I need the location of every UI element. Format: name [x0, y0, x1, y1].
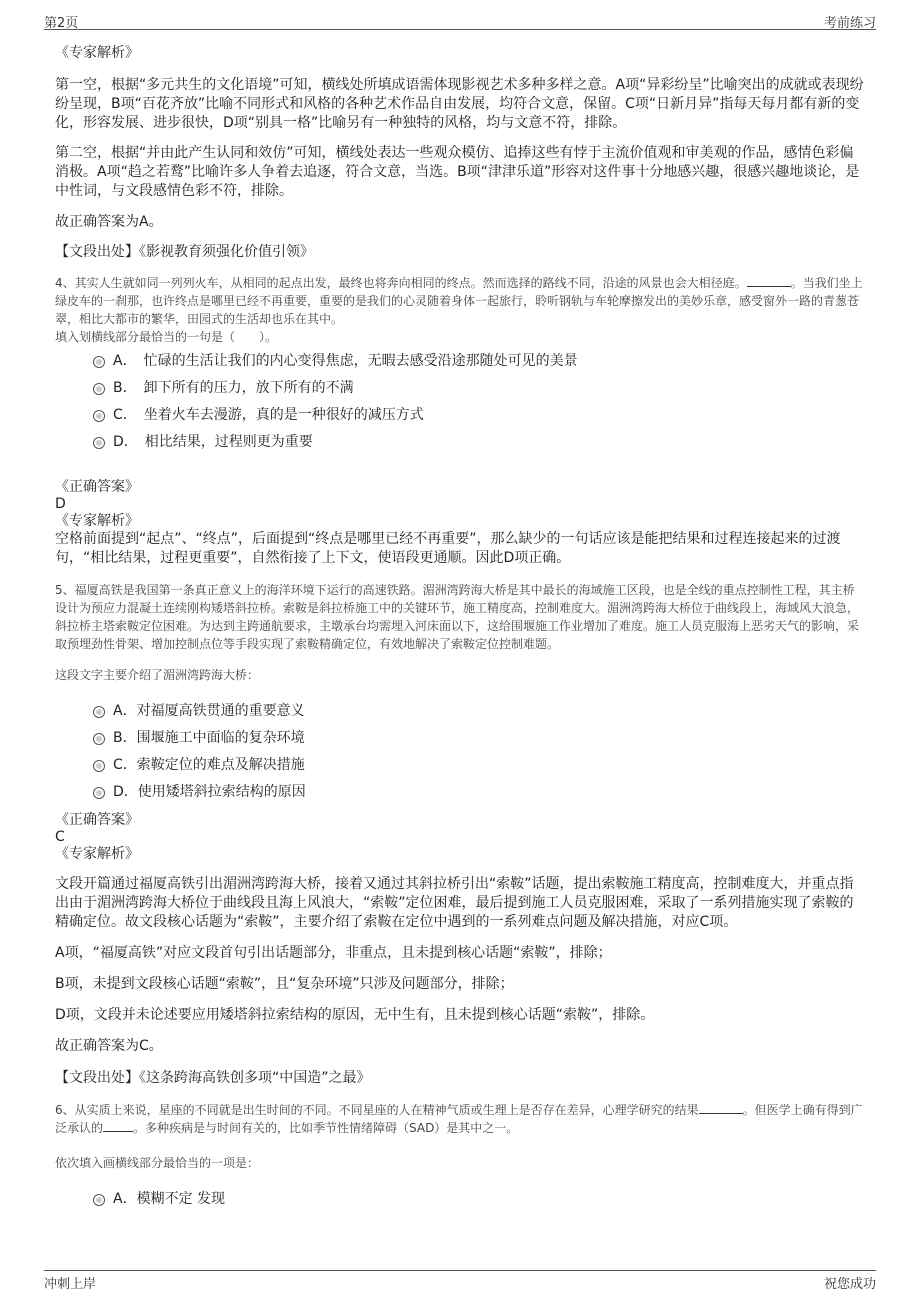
- conclusion: 故正确答案为A。: [55, 214, 163, 230]
- page-content: [55, 36, 865, 1213]
- radio-icon[interactable]: [93, 410, 105, 422]
- expert-analysis-label: 《专家解析》: [55, 513, 139, 529]
- radio-icon[interactable]: [93, 1194, 105, 1206]
- analysis-paragraph: 文段开篇通过福厦高铁引出湄洲湾跨海大桥，接着又通过其斜拉桥引出“索鞍”话题，提出索鞍施工精度高，控制难度大，并重点指出由于湄洲湾跨海大桥位于曲线段且海上风浪大，“索鞍”定位困难，最后提到施工人员克服困难，采取了一系列措施实现了索鞍的精确定位。故文段核心话题为“索鞍”，主要介绍了索鞍在定位中遇到的一系列难点问题及解决措施，对应C项。: [55, 876, 854, 930]
- page-header: [44, 0, 876, 30]
- analysis-paragraph: A项，“福厦高铁”对应文段首句引出话题部分，非重点，且未提到核心话题“索鞍”，排除；: [55, 945, 612, 961]
- analysis-paragraph: 第一空，根据“多元共生的文化语境”可知，横线处所填成语需体现影视艺术多种多样之意。A项“异彩纷呈”比喻突出的成就或表现纷纷呈现，B项“百花齐放”比喻不同形式和风格的各种艺术作品自由发展，均符合文意，保留。C项“日新月异”指每天每月都有新的变化，形容发展、进步很快，D项“别具一格”比喻另有一种独特的风格，均与文意不符，排除。: [55, 77, 864, 131]
- option-d[interactable]: D．使用矮塔斜拉索结构的原因: [93, 779, 865, 806]
- correct-answer-label: 《正确答案》: [55, 812, 139, 828]
- conclusion: 故正确答案为C。: [55, 1038, 163, 1054]
- expert-analysis-label: 《专家解析》: [55, 45, 139, 61]
- question-stem: 4、其实人生就如同一列列火车，从相同的起点出发，最终也将奔向相同的终点。然而选择的路线不同，沿途的风景也会大相径庭。 。当我们坐上绿皮车的一刹那，也许终点是哪里已经不再重要，重要的是我们的心灵随着身体一起旅行，聆听钢轨与车轮摩擦发出的美妙乐章，感受窗外一路的青葱苍翠，相比大都市的繁华，田园式的生活却也乐在其中。: [55, 276, 863, 326]
- expert-analysis-label: 《专家解析》: [55, 846, 139, 862]
- fill-blank: [699, 1113, 743, 1114]
- option-d[interactable]: D． 相比结果，过程则更为重要: [93, 429, 865, 456]
- correct-answer: C: [55, 829, 65, 845]
- option-a[interactable]: A．对福厦高铁贯通的重要意义: [93, 698, 865, 725]
- radio-icon[interactable]: [93, 706, 105, 718]
- analysis-paragraph: 空格前面提到“起点”、“终点”，后面提到“终点是哪里已经不再重要”，那么缺少的一句话应该是能把结果和过程连接起来的过渡句，“相比结果，过程更重要”，自然衔接了上下文，使语段更通顺。因此D项正确。: [55, 531, 841, 566]
- radio-icon[interactable]: [93, 437, 105, 449]
- options-list: [93, 1186, 865, 1213]
- option-c[interactable]: C．索鞍定位的难点及解决措施: [93, 752, 865, 779]
- options-list: [93, 698, 865, 806]
- radio-icon[interactable]: [93, 383, 105, 395]
- option-b[interactable]: B． 卸下所有的压力，放下所有的不满: [93, 375, 865, 402]
- source-citation: 【文段出处】《这条跨海高铁创多项“中国造”之最》: [55, 1070, 371, 1086]
- options-list: [93, 348, 865, 456]
- source-citation: 【文段出处】《影视教育须强化价值引领》: [55, 244, 314, 260]
- analysis-paragraph: 第二空，根据“并由此产生认同和效仿”可知，横线处表达一些观众模仿、追捧这些有悖于主流价值观和审美观的作品，感情色彩偏消极。A项“趋之若鹜”比喻许多人争着去追逐，符合文意，当选。B项“津津乐道”形容对这件事十分地感兴趣，很感兴趣地谈论，是中性词，与文段感情色彩不符，排除。: [55, 145, 860, 199]
- question-prompt: 填入划横线部分最恰当的一句是（ ）。: [55, 330, 278, 344]
- page-number: 第2页: [44, 16, 79, 31]
- correct-answer: D: [55, 496, 66, 512]
- question-prompt: 依次填入画横线部分最恰当的一项是：: [55, 1156, 260, 1170]
- analysis-paragraph: D项，文段并未论述要应用矮塔斜拉索结构的原因，无中生有，且未提到核心话题“索鞍”，排除。: [55, 1007, 655, 1023]
- radio-icon[interactable]: [93, 356, 105, 368]
- option-a[interactable]: A． 忙碌的生活让我们的内心变得焦虑，无暇去感受沿途那随处可见的美景: [93, 348, 865, 375]
- analysis-paragraph: B项，未提到文段核心话题“索鞍”，且“复杂环境”只涉及问题部分，排除；: [55, 976, 514, 992]
- radio-icon[interactable]: [93, 733, 105, 745]
- radio-icon[interactable]: [93, 787, 105, 799]
- question-stem: 5、福厦高铁是我国第一条真正意义上的海洋环境下运行的高速铁路。湄洲湾跨海大桥是其中最长的海域施工区段，也是全线的重点控制性工程，其主桥设计为预应力混凝土连续刚构矮塔斜拉桥。索鞍是斜拉桥施工中的关键环节，施工精度高，控制难度大。湄洲湾跨海大桥位于曲线段上，海域风大浪急，斜拉桥主塔索鞍定位困难。为达到主跨通航要求，主墩承台均需埋入河床面以下，这给围堰施工作业增加了难度。施工人员克服海上恶劣天气的影响，采取预埋劲性骨架、增加控制点位等手段实现了索鞍精确定位，有效地解决了索鞍定位控制难题。: [55, 583, 860, 651]
- radio-icon[interactable]: [93, 760, 105, 772]
- correct-answer-label: 《正确答案》: [55, 479, 139, 495]
- page-footer: [44, 1270, 876, 1302]
- question-prompt: 这段文字主要介绍了湄洲湾跨海大桥：: [55, 668, 260, 682]
- fill-blank: [103, 1131, 133, 1132]
- header-title: 考前练习: [823, 16, 876, 31]
- footer-left: 冲刺上岸: [44, 1277, 97, 1292]
- option-a[interactable]: A．模糊不定 发现: [93, 1186, 865, 1213]
- fill-blank: [747, 286, 791, 287]
- question-stem: 6、从实质上来说，星座的不同就是出生时间的不同。不同星座的人在精神气质或生理上是否存在差异，心理学研究的结果 。但医学上确有得到广泛承认的 。多种疾病是与时间有关的，比如季节性情绪障碍（SAD）是其中之一。: [55, 1103, 863, 1135]
- option-c[interactable]: C． 坐着火车去漫游，真的是一种很好的减压方式: [93, 402, 865, 429]
- option-b[interactable]: B．围堰施工中面临的复杂环境: [93, 725, 865, 752]
- footer-right: 祝您成功: [823, 1277, 876, 1292]
